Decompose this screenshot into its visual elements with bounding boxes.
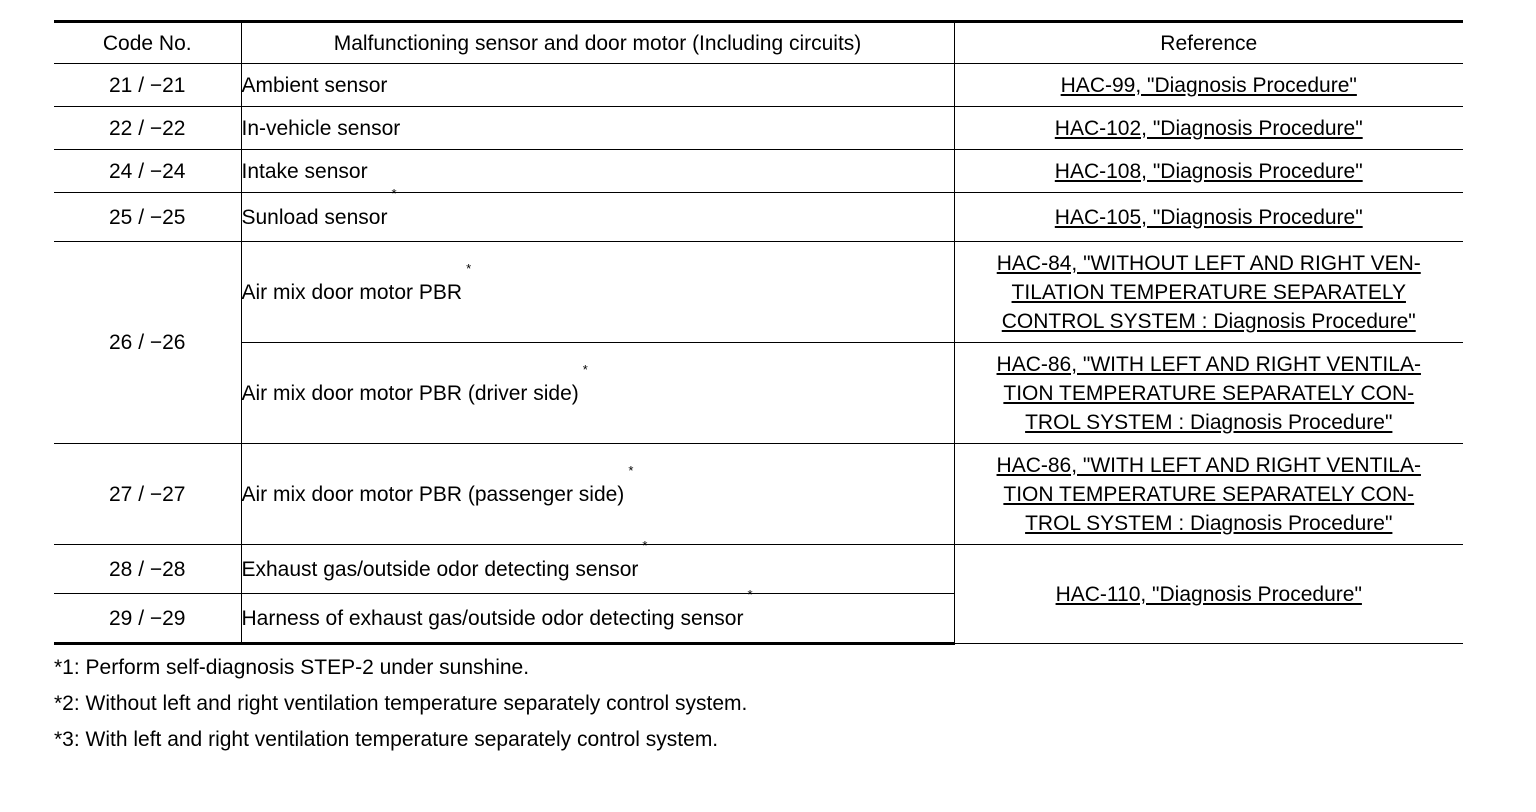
reference-link[interactable]: TILATION TEMPERATURE SEPARATELY bbox=[1011, 280, 1406, 304]
reference-cell bbox=[954, 343, 1463, 444]
table-row bbox=[54, 444, 1463, 545]
footnote: *2: Without left and right ventilation temperature separately control system. bbox=[54, 692, 748, 715]
code-cell: 28 / −28 bbox=[54, 545, 241, 594]
reference-link[interactable]: HAC-110, "Diagnosis Procedure" bbox=[1055, 582, 1362, 606]
header-row bbox=[54, 22, 1463, 64]
reference-link[interactable]: HAC-84, "WITHOUT LEFT AND RIGHT VEN- bbox=[996, 251, 1421, 275]
table-row bbox=[54, 107, 1463, 150]
description-text: Air mix door motor PBR bbox=[241, 280, 463, 304]
reference-cell bbox=[954, 545, 1463, 644]
reference-link[interactable]: HAC-105, "Diagnosis Procedure" bbox=[1054, 205, 1363, 229]
reference-link[interactable]: HAC-102, "Diagnosis Procedure" bbox=[1054, 116, 1363, 140]
reference-cell bbox=[954, 444, 1463, 545]
header-description: Malfunctioning sensor and door motor (Including circuits) bbox=[241, 22, 954, 64]
description-text: Air mix door motor PBR (passenger side) bbox=[241, 482, 625, 506]
table-row bbox=[54, 64, 1463, 107]
reference-link[interactable]: TROL SYSTEM : Diagnosis Procedure" bbox=[1025, 410, 1393, 434]
footnote-marker: * bbox=[747, 586, 753, 602]
reference-cell bbox=[954, 242, 1463, 343]
description-text: Harness of exhaust gas/outside odor detecting sensor bbox=[241, 606, 744, 630]
code-cell: 22 / −22 bbox=[54, 107, 241, 150]
code-cell: 24 / −24 bbox=[54, 150, 241, 193]
description-text: Exhaust gas/outside odor detecting sensor bbox=[241, 557, 639, 581]
footnote-marker: * bbox=[628, 462, 634, 478]
reference-cell bbox=[954, 107, 1463, 150]
description-cell bbox=[241, 586, 954, 644]
code-cell: 25 / −25 bbox=[54, 193, 241, 242]
reference-cell bbox=[954, 150, 1463, 193]
table-row bbox=[54, 242, 1463, 343]
code-cell: 29 / −29 bbox=[54, 594, 241, 644]
description-cell: Intake sensor bbox=[241, 150, 954, 193]
header-code: Code No. bbox=[54, 22, 241, 64]
reference-cell bbox=[954, 193, 1463, 242]
description-cell bbox=[241, 537, 954, 594]
table-row bbox=[54, 545, 1463, 594]
reference-link[interactable]: TROL SYSTEM : Diagnosis Procedure" bbox=[1025, 511, 1393, 535]
reference-link[interactable]: TION TEMPERATURE SEPARATELY CON- bbox=[1003, 482, 1415, 506]
reference-link[interactable]: HAC-99, "Diagnosis Procedure" bbox=[1060, 73, 1357, 97]
reference-link[interactable]: HAC-86, "WITH LEFT AND RIGHT VENTILA- bbox=[996, 352, 1421, 376]
reference-link[interactable]: HAC-86, "WITH LEFT AND RIGHT VENTILA- bbox=[996, 453, 1421, 477]
footnote: *3: With left and right ventilation temperature separately control system. bbox=[54, 728, 719, 751]
description-cell: Ambient sensor bbox=[241, 64, 954, 107]
description-cell bbox=[241, 343, 954, 444]
reference-link[interactable]: CONTROL SYSTEM : Diagnosis Procedure" bbox=[1001, 309, 1416, 333]
footnote-marker: * bbox=[391, 185, 397, 201]
description-cell bbox=[241, 444, 954, 545]
description-cell bbox=[241, 242, 954, 343]
description-cell bbox=[241, 185, 954, 242]
table-row bbox=[54, 150, 1463, 193]
footnote-marker: * bbox=[582, 361, 588, 377]
header-reference: Reference bbox=[954, 22, 1463, 64]
description-cell: In-vehicle sensor bbox=[241, 107, 954, 150]
description-text: Air mix door motor PBR (driver side) bbox=[241, 381, 579, 405]
reference-link[interactable]: TION TEMPERATURE SEPARATELY CON- bbox=[1003, 381, 1415, 405]
code-cell: 27 / −27 bbox=[54, 444, 241, 545]
table-row bbox=[54, 193, 1463, 242]
reference-cell bbox=[954, 64, 1463, 107]
footnote: *1: Perform self-diagnosis STEP-2 under sunshine. bbox=[54, 656, 530, 679]
description-text: Sunload sensor bbox=[241, 205, 388, 229]
footnote-marker: * bbox=[466, 260, 472, 276]
footnotes bbox=[54, 650, 747, 758]
table-row bbox=[54, 343, 1463, 444]
code-cell: 26 / −26 bbox=[54, 242, 241, 444]
diagnosis-table bbox=[54, 20, 1463, 645]
code-cell: 21 / −21 bbox=[54, 64, 241, 107]
footnote-marker: * bbox=[642, 537, 648, 553]
reference-link[interactable]: HAC-108, "Diagnosis Procedure" bbox=[1054, 159, 1363, 183]
